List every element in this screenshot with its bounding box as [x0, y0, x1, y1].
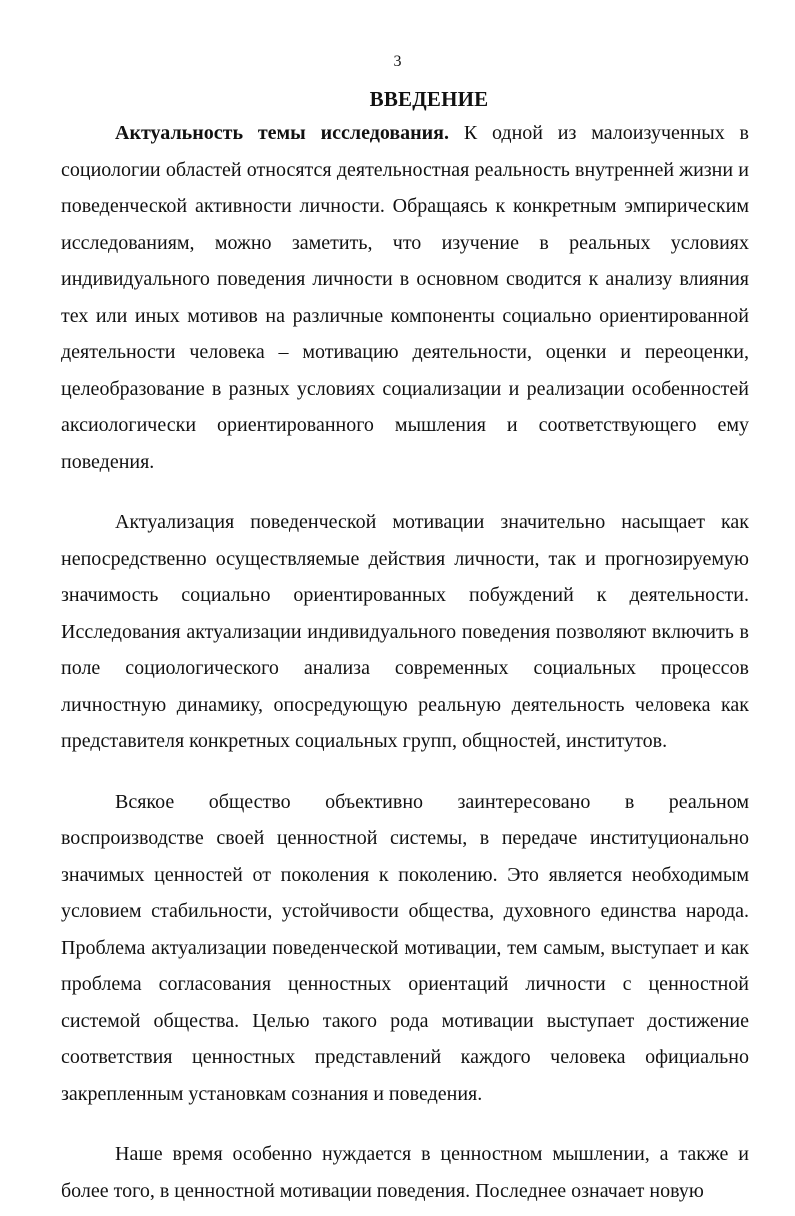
page-number: 3 [393, 53, 402, 70]
paragraph-our-time: Наше время особенно нуждается в ценностном мышлении, а также и более того, в ценностной мотивации поведения. Последнее означает новую [61, 1143, 749, 1202]
paragraph-society: Всякое общество объективно заинтересовано в реальном воспроизводстве своей ценностной системы, в передаче институционально значимых ценностей от поколения к поколению. Это является необходимым условием стабильности, устойчивости общества, духовного единства народа. Проблема актуализации поведенческой мотивации, тем самым, выступает и как проблема согласования ценностных ориентаций личности с ценностной системой общества. Целью такого рода мотивации выступает достижение соответствия ценностных представлений каждого человека официально закрепленным установкам сознания и поведения. [61, 790, 749, 1105]
paragraph-lead: Актуальность темы исследования. [115, 122, 450, 144]
paragraph-text: К одной из малоизученных в социологии областей относятся деятельностная реальность внутренней жизни и поведенческой активности личности. Обращаясь к конкретным эмпирическим исследованиям, можно заметить, что изучение в реальных условиях индивидуального поведения личности в основном сводится к анализу влияния тех или иных мотивов на различные компоненты социально ориентированной деятельности человека – мотивацию деятельности, оценки и переоценки, целеобразование в разных условиях социализации и реализации особенностей аксиологически ориентированного мышления и соответствующего ему поведения. [61, 122, 749, 473]
section-heading: ВВЕДЕНИЕ [369, 87, 489, 111]
paragraph-relevance [61, 115, 749, 480]
paragraph-actualization: Актуализация поведенческой мотивации значительно насыщает как непосредственно осуществляемые действия личности, так и прогнозируемую значимость социально ориентированных побуждений к деятельности. Исследования актуализации индивидуального поведения позволяют включить в поле социологического анализа современных социальных процессов личностную динамику, опосредующую реальную деятельность человека как представителя конкретных социальных групп, общностей, институтов. [61, 511, 749, 752]
body-text [61, 115, 749, 1209]
